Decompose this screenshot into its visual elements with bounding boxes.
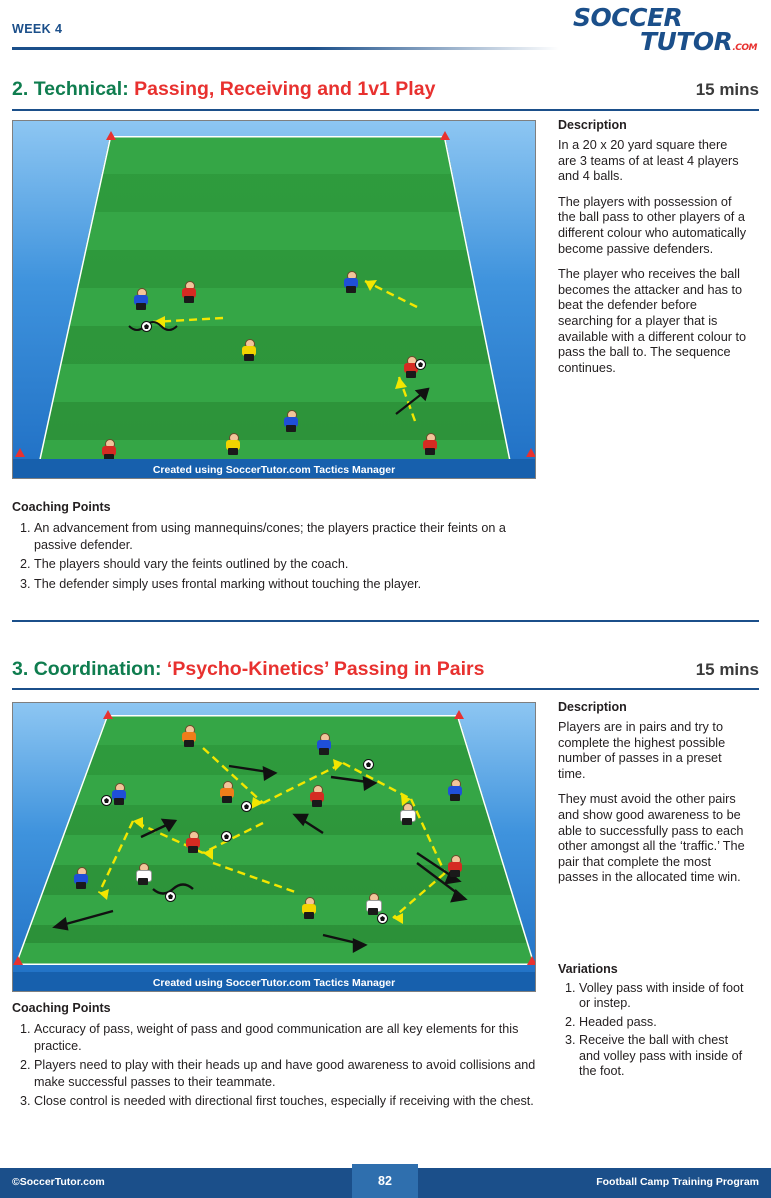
- list-item: 1. Volley pass with inside of foot or instep.: [579, 981, 750, 1012]
- list-item: 2. Players need to play with their heads up and have good awareness to avoid collisions and make successful passes to their teammate.: [34, 1057, 547, 1090]
- cone-icon: [454, 710, 464, 719]
- cone-icon: [103, 710, 113, 719]
- section-2-topic: Technical:: [33, 78, 129, 100]
- ball-icon: [165, 891, 176, 902]
- description-paragraph: In a 20 x 20 yard square there are 3 teams of at least 4 players and 4 balls.: [558, 138, 739, 184]
- diagram-section-3: [12, 702, 536, 992]
- section-2-number: 2.: [12, 78, 29, 100]
- player-blue: [133, 288, 149, 310]
- player-red: [101, 439, 117, 461]
- section-2-title: [12, 78, 435, 101]
- ball-icon: [377, 913, 388, 924]
- section-2-description: [558, 118, 748, 386]
- list-item: 3. The defender simply uses frontal marking without touching the player.: [34, 576, 547, 593]
- player-blue: [447, 779, 463, 801]
- cone-icon: [526, 448, 536, 457]
- footer-program: Football Camp Training Program: [596, 1176, 759, 1188]
- section-2-coaching-points: [12, 500, 547, 595]
- player-yellow: [225, 433, 241, 455]
- ball-icon: [363, 759, 374, 770]
- coaching-points-list: [12, 520, 547, 592]
- footer-copyright: ©SoccerTutor.com: [12, 1176, 105, 1188]
- soccertutor-logo: [573, 3, 759, 56]
- description-heading: Description: [558, 700, 627, 714]
- player-white: [365, 893, 381, 915]
- logo-text-line1: SOCCER: [573, 3, 683, 32]
- player-white: [399, 803, 415, 825]
- coaching-points-heading: Coaching Points: [12, 500, 111, 514]
- player-blue: [316, 733, 332, 755]
- page-footer: [0, 1168, 771, 1198]
- page-header: [0, 0, 771, 62]
- description-paragraph: The players with possession of the ball pass to other players of a different colour who automatically become passive defenders.: [558, 194, 747, 256]
- description-heading: Description: [558, 118, 627, 132]
- list-item: 2. Headed pass.: [579, 1015, 750, 1030]
- description-paragraph: Players are in pairs and try to complete the highest possible number of passes in a preset time.: [558, 720, 726, 781]
- section-3-duration: 15 mins: [695, 660, 759, 679]
- player-blue: [283, 410, 299, 432]
- player-orange: [181, 725, 197, 747]
- page-number-box: [352, 1164, 418, 1198]
- list-item: 3. Close control is needed with directional first touches, especially if receiving with the chest.: [34, 1093, 547, 1110]
- player-red: [309, 785, 325, 807]
- ball-icon: [241, 801, 252, 812]
- section-2-duration: 15 mins: [695, 80, 759, 99]
- diagram-caption: Created using SoccerTutor.com Tactics Manager: [152, 464, 396, 476]
- coaching-points-list: [12, 1021, 547, 1110]
- player-blue: [111, 783, 127, 805]
- section-divider: [12, 620, 759, 622]
- section-2-rule: [12, 109, 759, 111]
- section-3-rule: [12, 688, 759, 690]
- list-item: 1. Accuracy of pass, weight of pass and good communication are all key elements for this practice.: [34, 1021, 547, 1054]
- player-yellow: [241, 339, 257, 361]
- diagram-pitch-svg: [13, 703, 535, 991]
- cone-icon: [440, 131, 450, 140]
- player-red: [185, 831, 201, 853]
- cone-icon: [527, 956, 536, 965]
- description-paragraph: The player who receives the ball becomes the attacker and has to beat the defender before searching for a player that is available with a different colour to pass the ball to. The sequence continues.: [558, 267, 747, 375]
- diagram-pitch-svg: [13, 121, 535, 478]
- variations-list: [558, 981, 750, 1079]
- ball-icon: [415, 359, 426, 370]
- coaching-points-heading: Coaching Points: [12, 1001, 111, 1015]
- player-red: [422, 433, 438, 455]
- section-3-variations: [558, 962, 750, 1082]
- logo-text-line2: TUTOR: [639, 27, 733, 56]
- section-3-number: 3.: [12, 658, 29, 680]
- page-number: 82: [378, 1174, 392, 1188]
- cone-icon: [106, 131, 116, 140]
- ball-icon: [141, 321, 152, 332]
- description-paragraph: They must avoid the other pairs and show good awareness to be able to successfully pass to each other amongst all the ‘traffic.’ The pair that complete the most passes in the allocated time win.: [558, 792, 745, 885]
- list-item: 2. The players should vary the feints outlined by the coach.: [34, 556, 547, 573]
- cone-icon: [15, 448, 25, 457]
- ball-icon: [221, 831, 232, 842]
- list-item: 3. Receive the ball with chest and volley pass with inside of the foot.: [579, 1033, 750, 1079]
- logo-dotcom: .COM: [732, 43, 757, 53]
- header-divider: [12, 47, 559, 50]
- ball-icon: [101, 795, 112, 806]
- player-white: [135, 863, 151, 885]
- section-3-title: [12, 658, 484, 681]
- variations-heading: Variations: [558, 962, 618, 976]
- diagram-caption: Created using SoccerTutor.com Tactics Manager: [152, 977, 396, 989]
- player-blue: [343, 271, 359, 293]
- section-3-coaching-points: [12, 1001, 547, 1113]
- list-item: 1. An advancement from using mannequins/cones; the players practice their feints on a passive defender.: [34, 520, 547, 553]
- section-3-topic: Coordination:: [33, 658, 162, 680]
- section-2-name: Passing, Receiving and 1v1 Play: [134, 78, 436, 100]
- player-red: [447, 855, 463, 877]
- section-3-name: ‘Psycho-Kinetics’ Passing in Pairs: [166, 658, 485, 680]
- week-label: WEEK 4: [12, 22, 63, 36]
- player-blue: [73, 867, 89, 889]
- player-red: [181, 281, 197, 303]
- player-yellow: [301, 897, 317, 919]
- section-3-description: [558, 700, 748, 896]
- cone-icon: [13, 956, 23, 965]
- player-orange: [219, 781, 235, 803]
- diagram-section-2: [12, 120, 536, 479]
